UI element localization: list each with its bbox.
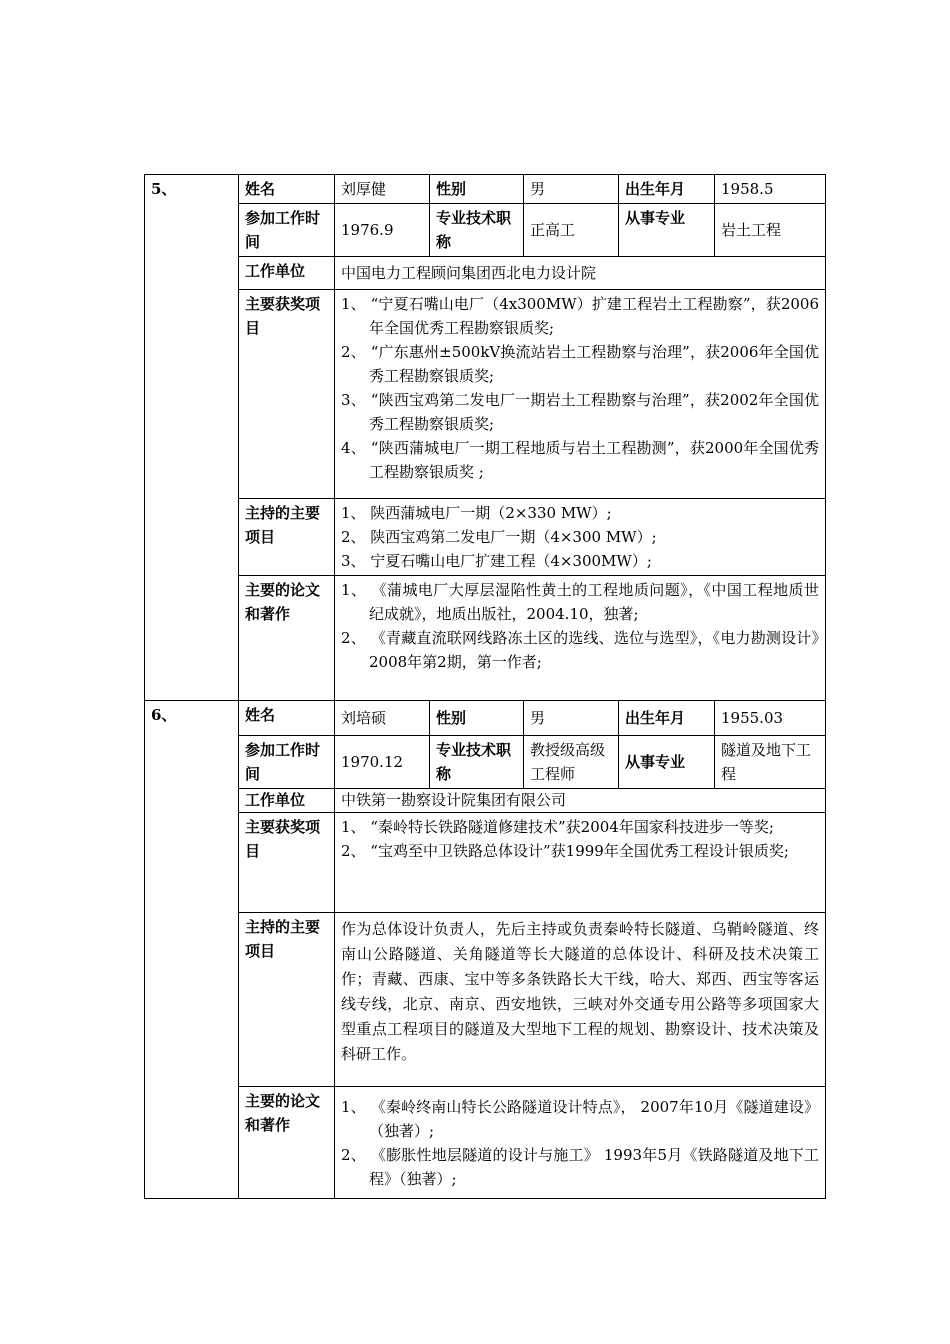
label-specialty: 从事专业 — [619, 204, 715, 257]
person-5-birth: 1958.5 — [715, 175, 826, 204]
person-6-row-papers — [145, 1087, 826, 1199]
project-item: 1、 陕西蒲城电厂一期（2×330 MW）; — [341, 504, 612, 522]
person-6-awards — [335, 813, 826, 913]
label-name: 姓名 — [239, 175, 335, 204]
award-item: 2、 “广东惠州±500kV换流站岩土工程勘察与治理”，获2006年全国优秀工程勘察银质奖; — [341, 343, 819, 385]
person-5-row-work — [145, 204, 826, 257]
person-6-row-projects — [145, 913, 826, 1087]
person-5-employer: 中国电力工程顾问集团西北电力设计院 — [335, 257, 826, 290]
label-papers: 主要的论文和著作 — [239, 576, 335, 701]
project-item: 3、 宁夏石嘴山电厂扩建工程（4×300MW）; — [341, 552, 652, 570]
person-6-row-awards — [145, 813, 826, 913]
label-projects: 主持的主要项目 — [239, 499, 335, 576]
person-6-work-start: 1970.12 — [335, 736, 430, 789]
person-6-row-name — [145, 701, 826, 736]
label-awards: 主要获奖项目 — [239, 813, 335, 913]
person-5-work-start: 1976.9 — [335, 204, 430, 257]
label-papers: 主要的论文和著作 — [239, 1087, 335, 1199]
personnel-table — [144, 174, 826, 1199]
person-6-row-employer — [145, 789, 826, 813]
person-5-index: 5、 — [145, 175, 239, 701]
paper-item: 2、 《膨胀性地层隧道的设计与施工》 1993年5月《铁路隧道及地下工程》（独著）; — [341, 1146, 819, 1188]
person-5-title: 正高工 — [524, 204, 619, 257]
person-5-specialty: 岩土工程 — [715, 204, 826, 257]
person-6-gender: 男 — [524, 701, 619, 736]
label-gender: 性别 — [430, 701, 524, 736]
award-item: 3、 “陕西宝鸡第二发电厂一期岩土工程勘察与治理”，获2002年全国优秀工程勘察银质奖; — [341, 391, 819, 433]
label-employer: 工作单位 — [239, 789, 335, 813]
label-birth: 出生年月 — [619, 175, 715, 204]
person-5-gender: 男 — [524, 175, 619, 204]
person-6-birth: 1955.03 — [715, 701, 826, 736]
award-item: 1、 “秦岭特长铁路隧道修建技术”获2004年国家科技进步一等奖; — [341, 818, 774, 836]
label-birth: 出生年月 — [619, 701, 715, 736]
person-5-row-name — [145, 175, 826, 204]
project-item: 2、 陕西宝鸡第二发电厂一期（4×300 MW）; — [341, 528, 657, 546]
person-5-papers — [335, 576, 826, 701]
person-6-specialty: 隧道及地下工程 — [715, 736, 826, 789]
person-5-row-employer — [145, 257, 826, 290]
label-awards: 主要获奖项目 — [239, 290, 335, 499]
label-specialty: 从事专业 — [619, 736, 715, 789]
award-item: 2、 “宝鸡至中卫铁路总体设计”获1999年全国优秀工程设计银质奖; — [341, 842, 789, 860]
label-employer: 工作单位 — [239, 257, 335, 290]
paper-item: 2、 《青藏直流联网线路冻土区的选线、选位与选型》，《电力勘测设计》2008年第2期，第一作者; — [341, 629, 819, 671]
label-title: 专业技术职称 — [430, 736, 524, 789]
person-5-awards — [335, 290, 826, 499]
person-6-row-work — [145, 736, 826, 789]
person-6-projects: 作为总体设计负责人，先后主持或负责秦岭特长隧道、乌鞘岭隧道、终南山公路隧道、关角隧道等长大隧道的总体设计、科研及技术决策工作；青藏、西康、宝中等多条铁路长大干线，哈大、郑西、西宝等客运线专线，北京、南京、西安地铁，三峡对外交通专用公路等多项国家大型重点工程项目的隧道及大型地下工程的规划、勘察设计、技术决策及科研工作。 — [335, 913, 826, 1087]
label-work-start: 参加工作时间 — [239, 736, 335, 789]
person-6-papers — [335, 1087, 826, 1199]
person-5-row-projects — [145, 499, 826, 576]
person-6-title: 教授级高级工程师 — [524, 736, 619, 789]
label-title: 专业技术职称 — [430, 204, 524, 257]
person-5-projects — [335, 499, 826, 576]
label-gender: 性别 — [430, 175, 524, 204]
person-6-employer: 中铁第一勘察设计院集团有限公司 — [335, 789, 826, 813]
paper-item: 1、 《秦岭终南山特长公路隧道设计特点》， 2007年10月《隧道建设》（独著）; — [341, 1098, 819, 1140]
person-5-row-papers — [145, 576, 826, 701]
person-5-name: 刘厚健 — [335, 175, 430, 204]
label-name: 姓名 — [239, 701, 335, 736]
award-item: 4、 “陕西蒲城电厂一期工程地质与岩土工程勘测”，获2000年全国优秀工程勘察银质奖 ; — [341, 439, 819, 481]
person-5-row-awards — [145, 290, 826, 499]
award-item: 1、 “宁夏石嘴山电厂（4x300MW）扩建工程岩土工程勘察”，获2006年全国优秀工程勘察银质奖; — [341, 295, 819, 337]
person-6-index: 6、 — [145, 701, 239, 1199]
label-projects: 主持的主要项目 — [239, 913, 335, 1087]
person-6-name: 刘培硕 — [335, 701, 430, 736]
label-work-start: 参加工作时间 — [239, 204, 335, 257]
paper-item: 1、 《蒲城电厂大厚层湿陷性黄土的工程地质问题》，《中国工程地质世纪成就》，地质出版社，2004.10，独著; — [341, 581, 819, 623]
